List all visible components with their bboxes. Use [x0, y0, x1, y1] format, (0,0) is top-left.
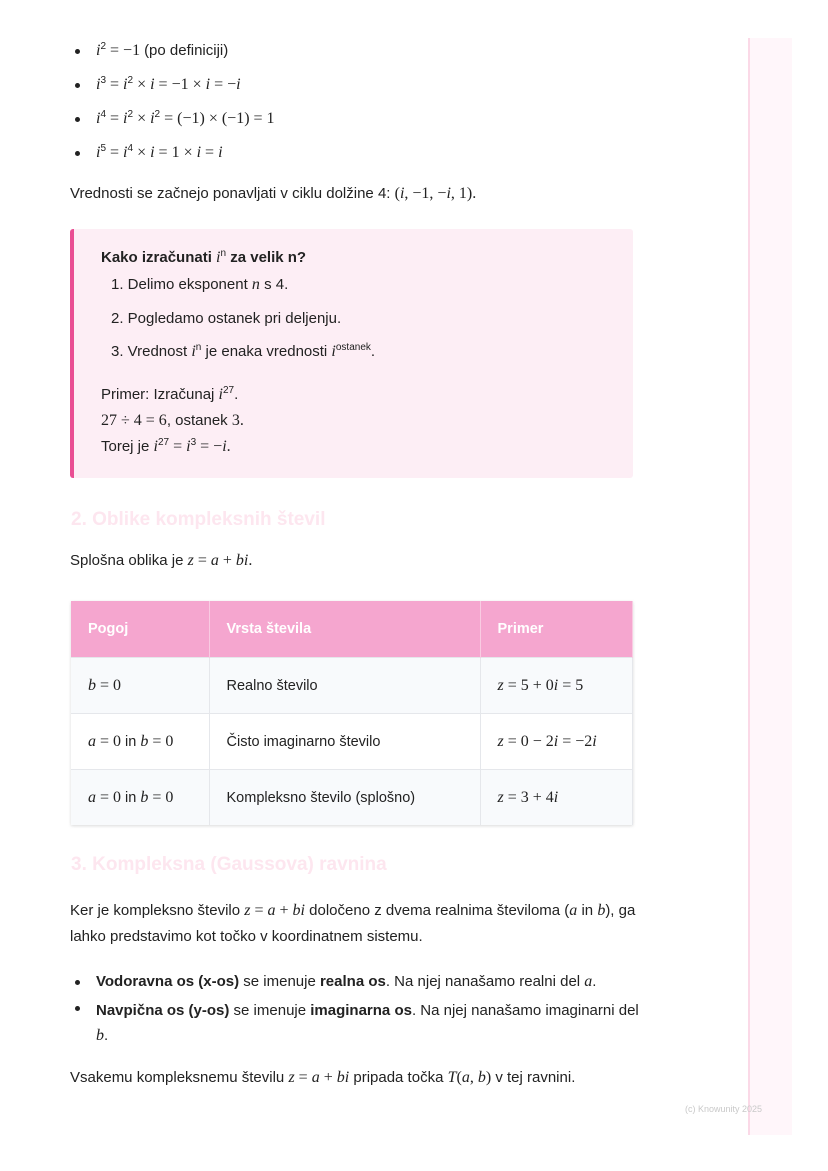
callout-example: Torej je $i^{27} = i^3 = -i$. — [101, 437, 231, 455]
column-header: Pogoj — [71, 601, 209, 658]
callout-example: 27 ÷ 4 = 6, ostanek 3. — [101, 412, 244, 429]
cell-example: z = 0 − 2i = −2i — [480, 714, 633, 770]
list-item: $i^4 = i^2 \times i^2 = (-1) \times (-1) = 1$ — [70, 109, 275, 143]
callout-step: 2. Pogledamo ostanek pri deljenju. — [111, 310, 342, 327]
table-row — [71, 714, 633, 770]
section-outro: Vsakemu kompleksnemu številu z = a + bi pripada točka T(a, b) v tej ravnini. — [70, 1069, 576, 1086]
cell-example: z = 3 + 4i — [480, 770, 633, 826]
list-item: Vodoravna os (x-os) se imenuje realna os. Na njej nanašamo realni del a. — [70, 972, 640, 1001]
copyright: (c) Knowunity 2025 — [685, 1104, 763, 1114]
list-item: $i^2 = -1$ (po definiciji) — [70, 41, 275, 75]
cell-type: Čisto imaginarno število — [209, 714, 480, 770]
section-heading: 2. Oblike kompleksnih števil — [71, 509, 326, 530]
list-item: Navpična os (y-os) se imenuje imaginarna os. Na njej nanašamo imaginarni del b. — [70, 998, 640, 1048]
column-header: Vrsta števila — [209, 601, 480, 658]
table-header-row — [71, 601, 633, 658]
side-margin-strip — [748, 38, 792, 1135]
callout-example: Primer: Izračunaj $i^{27}$. — [101, 385, 239, 403]
axes-list — [70, 972, 640, 1048]
cell-condition: a = 0 in b = 0 — [71, 714, 209, 770]
cell-type: Kompleksno število (splošno) — [209, 770, 480, 826]
cell-type: Realno število — [209, 658, 480, 714]
cycle-paragraph: Vrednosti se začnejo ponavljati v ciklu dolžine 4: (i, −1, −i, 1). — [70, 185, 477, 202]
cell-condition: a = 0 in b = 0 — [71, 770, 209, 826]
table-row — [71, 658, 633, 714]
callout-step: 1. Delimo eksponent n s 4. — [111, 276, 289, 293]
table-row — [71, 770, 633, 826]
section-intro: Ker je kompleksno število z = a + bi določeno z dvema realnima številoma (a in b), ga lahko predstavimo kot točko v koordinatnem sistemu. — [70, 902, 636, 945]
cell-condition: b = 0 — [71, 658, 209, 714]
number-types-table — [71, 601, 633, 825]
column-header: Primer — [480, 601, 633, 658]
powers-list — [70, 41, 275, 177]
callout-step: 3. Vrednost $i^n$ je enaka vrednosti $i^{ostanek}$. — [111, 342, 376, 360]
list-item: $i^3 = i^2 \times i = -1 \times i = -i$ — [70, 75, 275, 109]
callout-box — [70, 229, 633, 478]
section-heading: 3. Kompleksna (Gaussova) ravnina — [71, 854, 387, 875]
list-item: $i^5 = i^4 \times i = 1 \times i = i$ — [70, 143, 275, 177]
cell-example: z = 5 + 0i = 5 — [480, 658, 633, 714]
section-intro: Splošna oblika je z = a + bi. — [70, 552, 253, 569]
callout-title: Kako izračunati $i^n$ za velik n? — [101, 248, 307, 266]
